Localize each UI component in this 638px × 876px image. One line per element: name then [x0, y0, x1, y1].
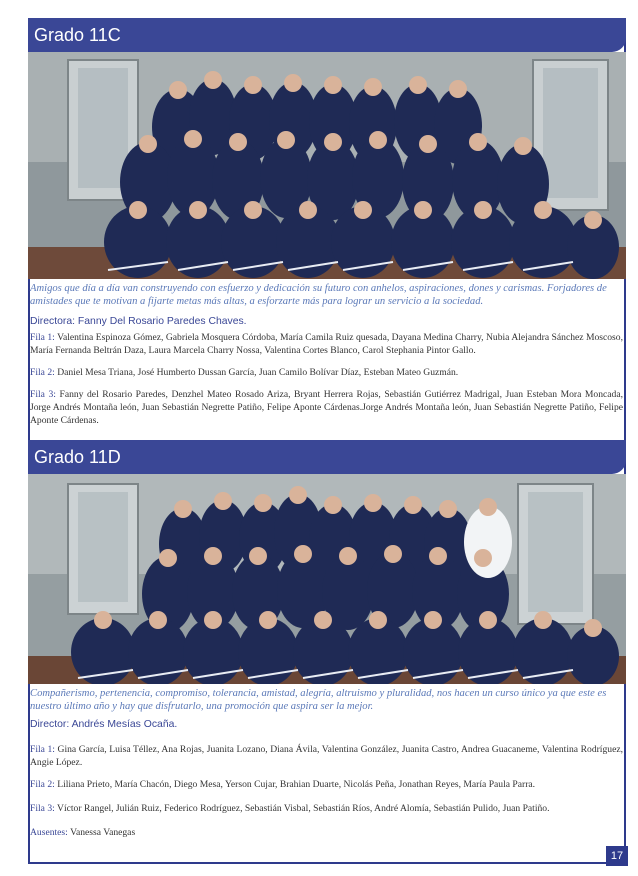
row-names: Liliana Prieto, María Chacón, Diego Mesa, Yerson Cujar, Brahian Duarte, Nicolás Peña, Jonathan Reyes, María Paula Parra. — [57, 779, 536, 790]
row-names: Gina García, Luisa Téllez, Ana Rojas, Juanita Lozano, Diana Ávila, Valentina González, Juanita Castro, Andrea Guacaneme, Valentina Rodríguez, Angie López. — [30, 744, 623, 768]
row-names: Valentina Espinoza Gómez, Gabriela Mosquera Córdoba, María Camila Ruiz quesada, Dayana Medina Charry, Nubia Alejandra Sánchez Moscoso, María Fernanda Beltrán Daza, Laura Marcela Charry Nossa, Valentina Cortes Blanco, Carol Stephania Pintor Gallo. — [30, 332, 623, 356]
row-11d-2 — [30, 778, 623, 791]
row-11c-3 — [30, 388, 623, 427]
row-names: Víctor Rangel, Julián Ruiz, Federico Rodríguez, Sebastián Visbal, Sebastián Ríos, André Alomía, Sebastián Pulido, Juan Patiño. — [57, 803, 550, 814]
row-11c-2 — [30, 366, 623, 379]
row-11d-1 — [30, 743, 623, 769]
row-label: Fila 2: — [30, 779, 55, 790]
director-11d: Director: Andrés Mesías Ocaña. — [30, 719, 178, 730]
row-names: Vanessa Vanegas — [70, 827, 136, 838]
section-title-text: Grado 11D — [34, 446, 121, 467]
row-label: Fila 3: — [30, 389, 56, 400]
row-label: Ausentes: — [30, 827, 68, 838]
row-label: Fila 1: — [30, 332, 55, 343]
page-number: 17 — [606, 846, 628, 866]
row-11d-3 — [30, 802, 623, 815]
class-photo-11d — [28, 474, 626, 684]
class-motto-11c: Amigos que día a día van construyendo con esfuerzo y dedicación su futuro con anhelos, aspiraciones, dones y carismas. Forjadores de amistades que te motivan a fijarte metas más altas, a esforzarte más para lograr un servicio a la sociedad. — [30, 283, 607, 307]
director-11c: Directora: Fanny Del Rosario Paredes Chaves. — [30, 316, 247, 327]
row-11c-1 — [30, 331, 623, 357]
row-11d-absent — [30, 826, 623, 839]
class-motto-11d: Compañerismo, pertenencia, compromiso, tolerancia, amistad, alegría, altruismo y pluralidad, nos hacen un curso único ya que este es nuestro último año y hay que disfrutarlo, una promoción que aspira ser la mejor. — [30, 688, 607, 712]
row-names: Daniel Mesa Triana, José Humberto Dussan García, Juan Camilo Bolívar Díaz, Esteban Mateo Guzmán. — [57, 367, 459, 378]
section-title-11d — [28, 440, 626, 474]
section-title-text: Grado 11C — [34, 24, 121, 45]
row-label: Fila 2: — [30, 367, 55, 378]
row-label: Fila 1: — [30, 744, 55, 755]
class-photo-11c — [28, 52, 626, 279]
row-label: Fila 3: — [30, 803, 55, 814]
section-title-11c — [28, 18, 626, 52]
row-names: Fanny del Rosario Paredes, Denzhel Mateo Rosado Ariza, Bryant Herrera Rojas, Sebastián Gutiérrez Madrigal, Juan Esteban Mora Moncada, Jorge Andrés Montaña león, Juan Sebastián Negrette Patiño, Felipe Aponte Cárdenas.Jorge Andrés Montaña león, Juan Sebastián Negrette Patiño, Felipe Aponte Cárdenas. — [30, 389, 623, 426]
